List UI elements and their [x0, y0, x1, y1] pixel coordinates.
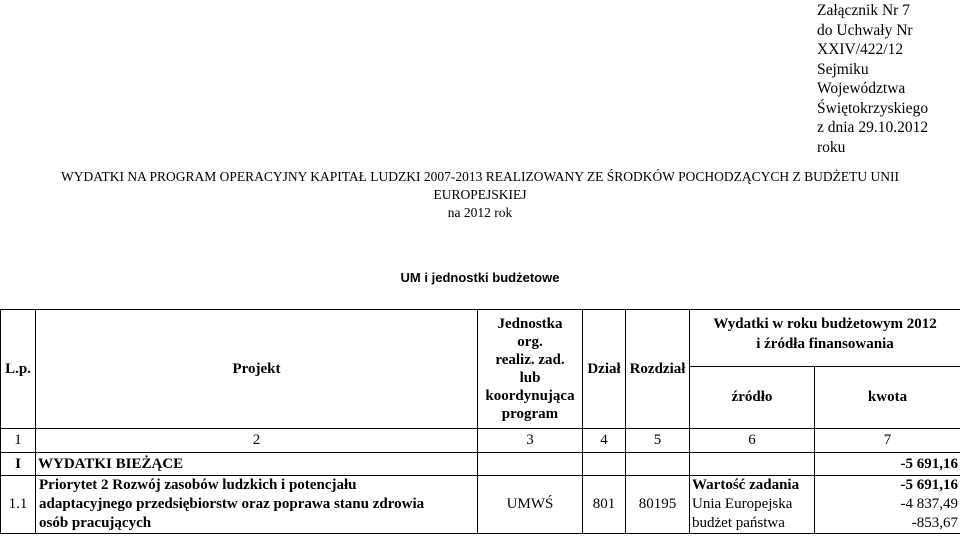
header-wydatki-line: Wydatki w roku budżetowym 2012 [713, 316, 937, 332]
row-zrodlo: budżet państwa [692, 515, 785, 531]
annex-line: z dnia 29.10.2012 [817, 119, 929, 136]
row-jednostka: UMWŚ [478, 476, 583, 534]
empty-cell [690, 453, 815, 476]
row-projekt-line: Priorytet 2 Rozwój zasobów ludzkich i potencjału [39, 477, 357, 493]
header-jednostka [478, 310, 583, 429]
header-jednostka-line: lub [519, 370, 541, 386]
row-projekt-line: adaptacyjnego przedsiębiorstw oraz poprawa stanu zdrowia [39, 496, 425, 512]
section-row [1, 453, 960, 476]
header-wydatki [690, 310, 960, 367]
title-line-1: WYDATKI NA PROGRAM OPERACYJNY KAPITAŁ LUDZKI 2007-2013 REALIZOWANY ZE ŚRODKÓW POCHODZĄCYCH Z BUDŻETU UNII [60, 169, 899, 184]
column-number: 6 [690, 429, 815, 453]
column-numbers-row [1, 429, 960, 453]
section-amount: -5 691,16 [815, 453, 960, 476]
header-jednostka-line: koordynująca [485, 388, 575, 404]
header-jednostka-line: program [501, 406, 559, 422]
row-kwota: -4 837,49 [900, 496, 959, 512]
row-lp: 1.1 [1, 476, 36, 534]
annex-line: roku [817, 138, 846, 156]
annex-note [817, 1, 957, 157]
header-rozdzial: Rozdział [626, 310, 690, 429]
header-kwota: kwota [815, 367, 960, 429]
annex-line: Sejmiku [817, 60, 869, 78]
title-line-3: na 2012 rok [447, 205, 513, 220]
column-number: 1 [1, 429, 36, 453]
row-zrodlo: Wartość zadania [692, 477, 800, 493]
header-dzial: Dział [583, 310, 626, 429]
header-jednostka-line: org. [517, 334, 543, 350]
empty-cell [478, 453, 583, 476]
column-number: 2 [36, 429, 478, 453]
document-title [0, 168, 960, 222]
row-dzial: 801 [583, 476, 626, 534]
annex-line: Załącznik Nr 7 [817, 2, 910, 19]
column-number: 3 [478, 429, 583, 453]
annex-line: XXIV/422/12 [817, 41, 904, 58]
header-wydatki-line: i źródła finansowania [756, 336, 894, 352]
row-zrodlo: Unia Europejska [692, 496, 793, 512]
document-subtitle: UM i jednostki budżetowe [400, 270, 560, 285]
header-zrodlo: źródło [690, 367, 815, 429]
row-zrodla [690, 476, 815, 534]
empty-cell [626, 453, 690, 476]
annex-line: Świętokrzyskiego [817, 99, 929, 117]
expenditure-table [0, 309, 960, 534]
header-jednostka-line: Jednostka [497, 316, 563, 332]
header-lp: L.p. [1, 310, 36, 429]
row-kwoty [815, 476, 960, 534]
row-projekt [36, 476, 478, 534]
section-lp: I [1, 453, 36, 476]
table-row [1, 476, 960, 534]
empty-cell [583, 453, 626, 476]
title-line-2: EUROPEJSKIEJ [433, 187, 527, 202]
row-kwota: -853,67 [911, 515, 959, 531]
column-number: 4 [583, 429, 626, 453]
header-projekt: Projekt [36, 310, 478, 429]
column-number: 5 [626, 429, 690, 453]
row-projekt-line: osób pracujących [39, 515, 152, 531]
annex-line: do Uchwały Nr [817, 21, 913, 39]
section-label: WYDATKI BIEŻĄCE [36, 453, 478, 476]
annex-line: Województwa [817, 80, 906, 97]
row-kwota: -5 691,16 [900, 477, 959, 493]
row-rozdzial: 80195 [626, 476, 690, 534]
column-number: 7 [815, 429, 960, 453]
header-jednostka-line: realiz. zad. [495, 352, 565, 368]
